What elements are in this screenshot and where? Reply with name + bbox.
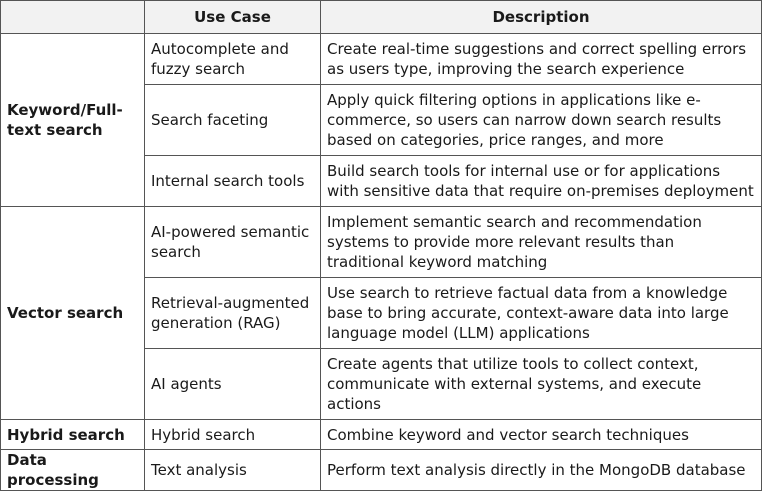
description-cell: Apply quick filtering options in applications like e-commerce, so users can narrow down search results based on categories, price ranges, and more bbox=[321, 85, 762, 156]
use-case-cell: Internal search tools bbox=[145, 156, 321, 207]
use-case-cell: Search faceting bbox=[145, 85, 321, 156]
use-case-cell: AI agents bbox=[145, 349, 321, 420]
table-row bbox=[1, 207, 762, 278]
header-description: Description bbox=[321, 1, 762, 34]
table-row bbox=[1, 34, 762, 85]
table-row bbox=[1, 420, 762, 450]
description-cell: Build search tools for internal use or for applications with sensitive data that require on-premises deployment bbox=[321, 156, 762, 207]
description-cell: Create agents that utilize tools to collect context, communicate with external systems, and execute actions bbox=[321, 349, 762, 420]
use-case-cell: Text analysis bbox=[145, 450, 321, 491]
header-use-case: Use Case bbox=[145, 1, 321, 34]
category-hybrid-search: Hybrid search bbox=[1, 420, 145, 450]
header-category bbox=[1, 1, 145, 34]
description-cell: Implement semantic search and recommendation systems to provide more relevant results than traditional keyword matching bbox=[321, 207, 762, 278]
header-row bbox=[1, 1, 762, 34]
category-data-processing: Data processing bbox=[1, 450, 145, 491]
description-cell: Create real-time suggestions and correct spelling errors as users type, improving the search experience bbox=[321, 34, 762, 85]
table-row bbox=[1, 450, 762, 491]
description-cell: Perform text analysis directly in the MongoDB database bbox=[321, 450, 762, 491]
use-case-cell: AI-powered semantic search bbox=[145, 207, 321, 278]
category-vector-search: Vector search bbox=[1, 207, 145, 420]
use-case-cell: Retrieval-augmented generation (RAG) bbox=[145, 278, 321, 349]
use-case-cell: Hybrid search bbox=[145, 420, 321, 450]
use-case-cell: Autocomplete and fuzzy search bbox=[145, 34, 321, 85]
description-cell: Use search to retrieve factual data from a knowledge base to bring accurate, context-aware data into large language model (LLM) applications bbox=[321, 278, 762, 349]
category-keyword-full-text: Keyword/Full-text search bbox=[1, 34, 145, 207]
description-cell: Combine keyword and vector search techniques bbox=[321, 420, 762, 450]
